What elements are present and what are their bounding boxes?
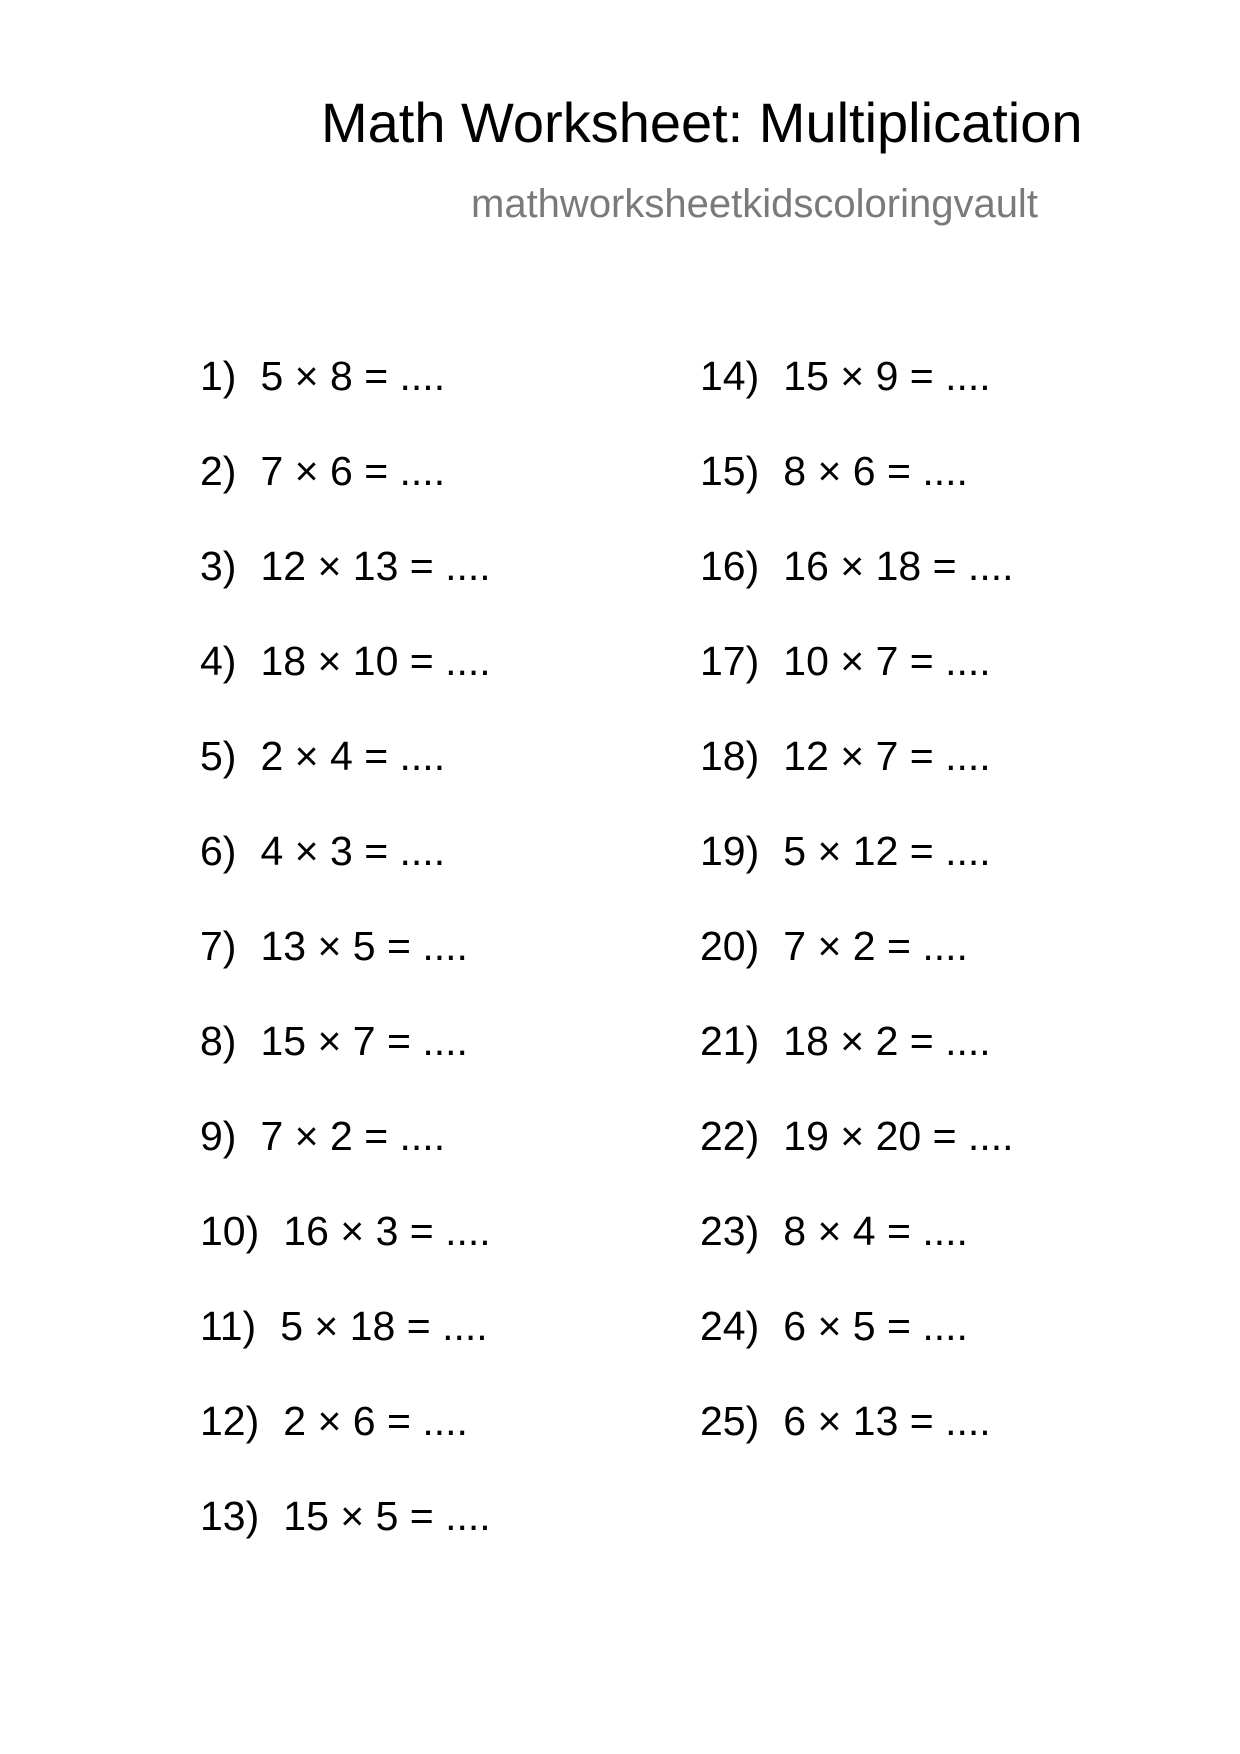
problem-number: 8) (200, 1018, 237, 1064)
problem-item (700, 350, 1014, 445)
problem-expression: 6 × 13 = .... (783, 1398, 991, 1444)
problem-expression: 5 × 8 = .... (260, 353, 446, 399)
problem-item (700, 1110, 1014, 1205)
problem-number: 3) (200, 543, 237, 589)
problem-number: 20) (700, 923, 760, 969)
problem-item (200, 1395, 491, 1490)
problem-expression: 12 × 13 = .... (260, 543, 491, 589)
problem-expression: 5 × 12 = .... (783, 828, 991, 874)
problem-expression: 15 × 9 = .... (783, 353, 991, 399)
problem-expression: 5 × 18 = .... (280, 1303, 488, 1349)
problem-item (200, 350, 491, 445)
problem-number: 11) (200, 1303, 257, 1349)
problem-expression: 15 × 5 = .... (283, 1493, 491, 1539)
problem-expression: 7 × 6 = .... (260, 448, 446, 494)
problem-number: 25) (700, 1398, 760, 1444)
problem-number: 15) (700, 448, 760, 494)
problem-item (700, 1300, 1014, 1395)
problem-number: 22) (700, 1113, 760, 1159)
problem-expression: 16 × 3 = .... (283, 1208, 491, 1254)
problem-expression: 2 × 6 = .... (283, 1398, 468, 1444)
problem-expression: 7 × 2 = .... (260, 1113, 446, 1159)
problem-item (700, 1015, 1014, 1110)
problem-number: 12) (200, 1398, 260, 1444)
worksheet-subtitle: mathworksheetkidscoloringvault (471, 182, 1038, 226)
problem-number: 4) (200, 638, 237, 684)
problem-expression: 13 × 5 = .... (260, 923, 468, 969)
problem-expression: 18 × 10 = .... (260, 638, 491, 684)
problem-item (700, 920, 1014, 1015)
problem-number: 19) (700, 828, 760, 874)
problem-number: 21) (700, 1018, 760, 1064)
problem-expression: 12 × 7 = .... (783, 733, 991, 779)
problem-column-left (200, 350, 491, 1585)
problem-item (200, 635, 491, 730)
problem-expression: 8 × 6 = .... (783, 448, 968, 494)
problem-expression: 7 × 2 = .... (783, 923, 968, 969)
problem-expression: 8 × 4 = .... (783, 1208, 968, 1254)
problem-item (700, 635, 1014, 730)
problem-item (200, 1300, 491, 1395)
worksheet-title: Math Worksheet: Multiplication (321, 91, 1083, 154)
problem-item (700, 730, 1014, 825)
problem-item (700, 1395, 1014, 1490)
problem-item (200, 445, 491, 540)
problem-number: 14) (700, 353, 760, 399)
problem-number: 17) (700, 638, 760, 684)
problem-column-right (700, 350, 1014, 1490)
problem-item (700, 445, 1014, 540)
problem-item (200, 1110, 491, 1205)
problem-number: 7) (200, 923, 237, 969)
problem-item (200, 1015, 491, 1110)
problem-number: 10) (200, 1208, 260, 1254)
problem-number: 2) (200, 448, 237, 494)
problem-number: 6) (200, 828, 237, 874)
problem-item (700, 540, 1014, 635)
problem-number: 5) (200, 733, 237, 779)
problem-number: 24) (700, 1303, 760, 1349)
problem-number: 9) (200, 1113, 237, 1159)
problem-item (200, 1205, 491, 1300)
problem-item (200, 730, 491, 825)
problem-expression: 4 × 3 = .... (260, 828, 446, 874)
problem-expression: 15 × 7 = .... (260, 1018, 468, 1064)
problem-item (700, 825, 1014, 920)
problem-expression: 10 × 7 = .... (783, 638, 991, 684)
problem-item (700, 1205, 1014, 1300)
problem-expression: 19 × 20 = .... (783, 1113, 1014, 1159)
problem-item (200, 920, 491, 1015)
problem-number: 13) (200, 1493, 260, 1539)
problem-expression: 6 × 5 = .... (783, 1303, 968, 1349)
problem-item (200, 540, 491, 635)
problem-expression: 2 × 4 = .... (260, 733, 446, 779)
problem-item (200, 825, 491, 920)
problem-number: 23) (700, 1208, 760, 1254)
problem-item (200, 1490, 491, 1585)
problem-expression: 16 × 18 = .... (783, 543, 1014, 589)
problem-number: 1) (200, 353, 237, 399)
problem-expression: 18 × 2 = .... (783, 1018, 991, 1064)
problem-number: 18) (700, 733, 760, 779)
problem-number: 16) (700, 543, 760, 589)
